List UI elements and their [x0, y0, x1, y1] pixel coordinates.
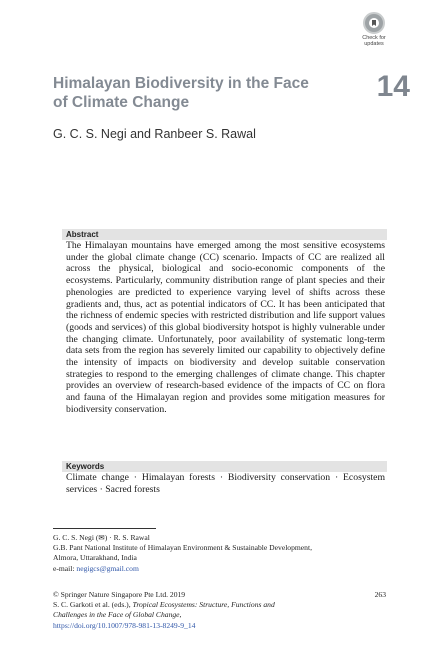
badge-label — [362, 35, 386, 47]
email-link[interactable]: negigcs@gmail.com — [76, 563, 139, 573]
chapter-title-line2: of Climate Change — [53, 94, 190, 111]
author-footnote — [53, 533, 383, 574]
email-label: e-mail: — [53, 563, 77, 573]
doi-link[interactable]: https://doi.org/10.1007/978-981-13-8249-9_14 — [53, 620, 196, 630]
footnote-authors: G. C. S. Negi (✉) · R. S. Rawal — [53, 533, 150, 542]
citation-line-2 — [53, 610, 353, 620]
citation-suffix: , — [179, 610, 182, 620]
check-for-updates-badge[interactable] — [356, 12, 392, 50]
chapter-authors: G. C. S. Negi and Ranbeer S. Rawal — [53, 127, 256, 141]
chapter-title — [53, 74, 343, 112]
page-number: 263 — [374, 590, 386, 599]
keywords-text: Climate change · Himalayan forests · Biodiversity conservation · Ecosystem services · Sacred forests — [66, 472, 385, 495]
footnote-rule — [53, 528, 156, 529]
footnote-email-line — [53, 564, 383, 574]
check-updates-icon — [363, 12, 385, 34]
book-title-part2: Challenges in the Face of Global Change — [53, 610, 180, 620]
abstract-text: The Himalayan mountains have emerged among the most sensitive ecosystems under the global climate change (CC) scenario. Impacts of CC are realized all across the physical, biological and socio-economic components of the ecosystems. Particularly, community distribution range of plant species and their phenologies are predicted to experience varying level of shifts across these gradients and, thus, act as potential indicators of CC. It has been anticipated that the richness of endemic species with restricted distribution and life support values (goods and services) of this global biodiversity hotspot is highly vulnerable under the changing climate. Unfortunately, poor availability of systematic long-term data sets from the region has severely limited our capability to objectively define the intensity of impacts on biodiversity and develop suitable conservation strategies to respond to the emerging challenges of climate change. This chapter provides an overview of research-based evidence of the impacts of CC on flora and fauna of the Himalayan region and provides some mitigation measures for biodiversity conservation. — [66, 240, 385, 415]
chapter-number: 14 — [376, 70, 410, 103]
bookmark-icon — [368, 17, 380, 29]
copyright-line: © Springer Nature Singapore Pte Ltd. 2019 — [53, 590, 186, 599]
keywords-heading: Keywords — [62, 461, 387, 472]
copyright-block — [53, 590, 353, 631]
footnote-location: Almora, Uttarakhand, India — [53, 553, 137, 563]
book-title-part1: Tropical Ecosystems: Structure, Functions and — [132, 600, 275, 610]
badge-label-line1: Check for — [362, 35, 386, 41]
chapter-title-line1: Himalayan Biodiversity in the Face — [53, 75, 309, 92]
footnote-affiliation: G.B. Pant National Institute of Himalayan Environment & Sustainable Development, — [53, 543, 312, 553]
citation-line-1 — [53, 600, 353, 610]
abstract-heading: Abstract — [62, 229, 387, 240]
badge-label-line2: updates — [364, 41, 384, 47]
doi-line — [53, 621, 353, 631]
citation-prefix: S. C. Garkoti et al. (eds.), — [53, 600, 133, 610]
